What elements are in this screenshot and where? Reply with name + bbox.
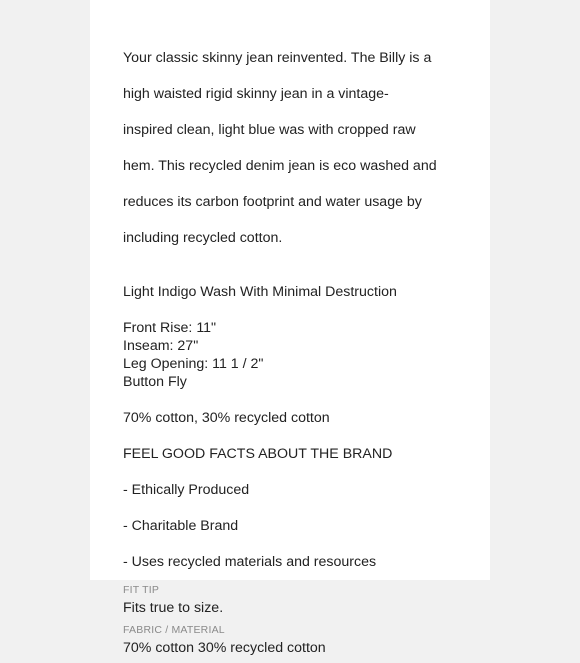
spec-inseam: Inseam: 27" — [123, 338, 199, 354]
specs-list — [123, 319, 453, 391]
fact-ethically-produced: - Ethically Produced — [123, 482, 250, 498]
intro-line: reduces its carbon footprint and water usage by — [123, 194, 422, 210]
brand-heading: FEEL GOOD FACTS ABOUT THE BRAND — [123, 446, 393, 462]
spec-button-fly: Button Fly — [123, 374, 187, 390]
fabric-label: FABRIC / MATERIAL — [123, 624, 225, 636]
fit-tip-value: Fits true to size. — [123, 600, 224, 616]
spec-front-rise: Front Rise: 11" — [123, 320, 217, 336]
intro-line: hem. This recycled denim jean is eco washed and — [123, 158, 437, 174]
product-description — [123, 31, 453, 663]
intro-paragraph — [123, 31, 453, 265]
composition-text: 70% cotton, 30% recycled cotton — [123, 410, 330, 426]
fabric-value: 70% cotton 30% recycled cotton — [123, 640, 326, 656]
intro-line: high waisted rigid skinny jean in a vintage- — [123, 86, 389, 102]
fact-charitable-brand: - Charitable Brand — [123, 518, 239, 534]
product-description-card — [90, 0, 490, 656]
wash-text: Light Indigo Wash With Minimal Destruction — [123, 284, 397, 300]
fit-tip-label: FIT TIP — [123, 584, 160, 596]
intro-line: inspired clean, light blue was with cropped raw — [123, 122, 416, 138]
fact-recycled-materials: - Uses recycled materials and resources — [123, 554, 377, 570]
intro-line: Your classic skinny jean reinvented. The Billy is a — [123, 50, 432, 66]
spec-leg-opening: Leg Opening: 11 1 / 2" — [123, 356, 264, 372]
intro-line: including recycled cotton. — [123, 230, 283, 246]
